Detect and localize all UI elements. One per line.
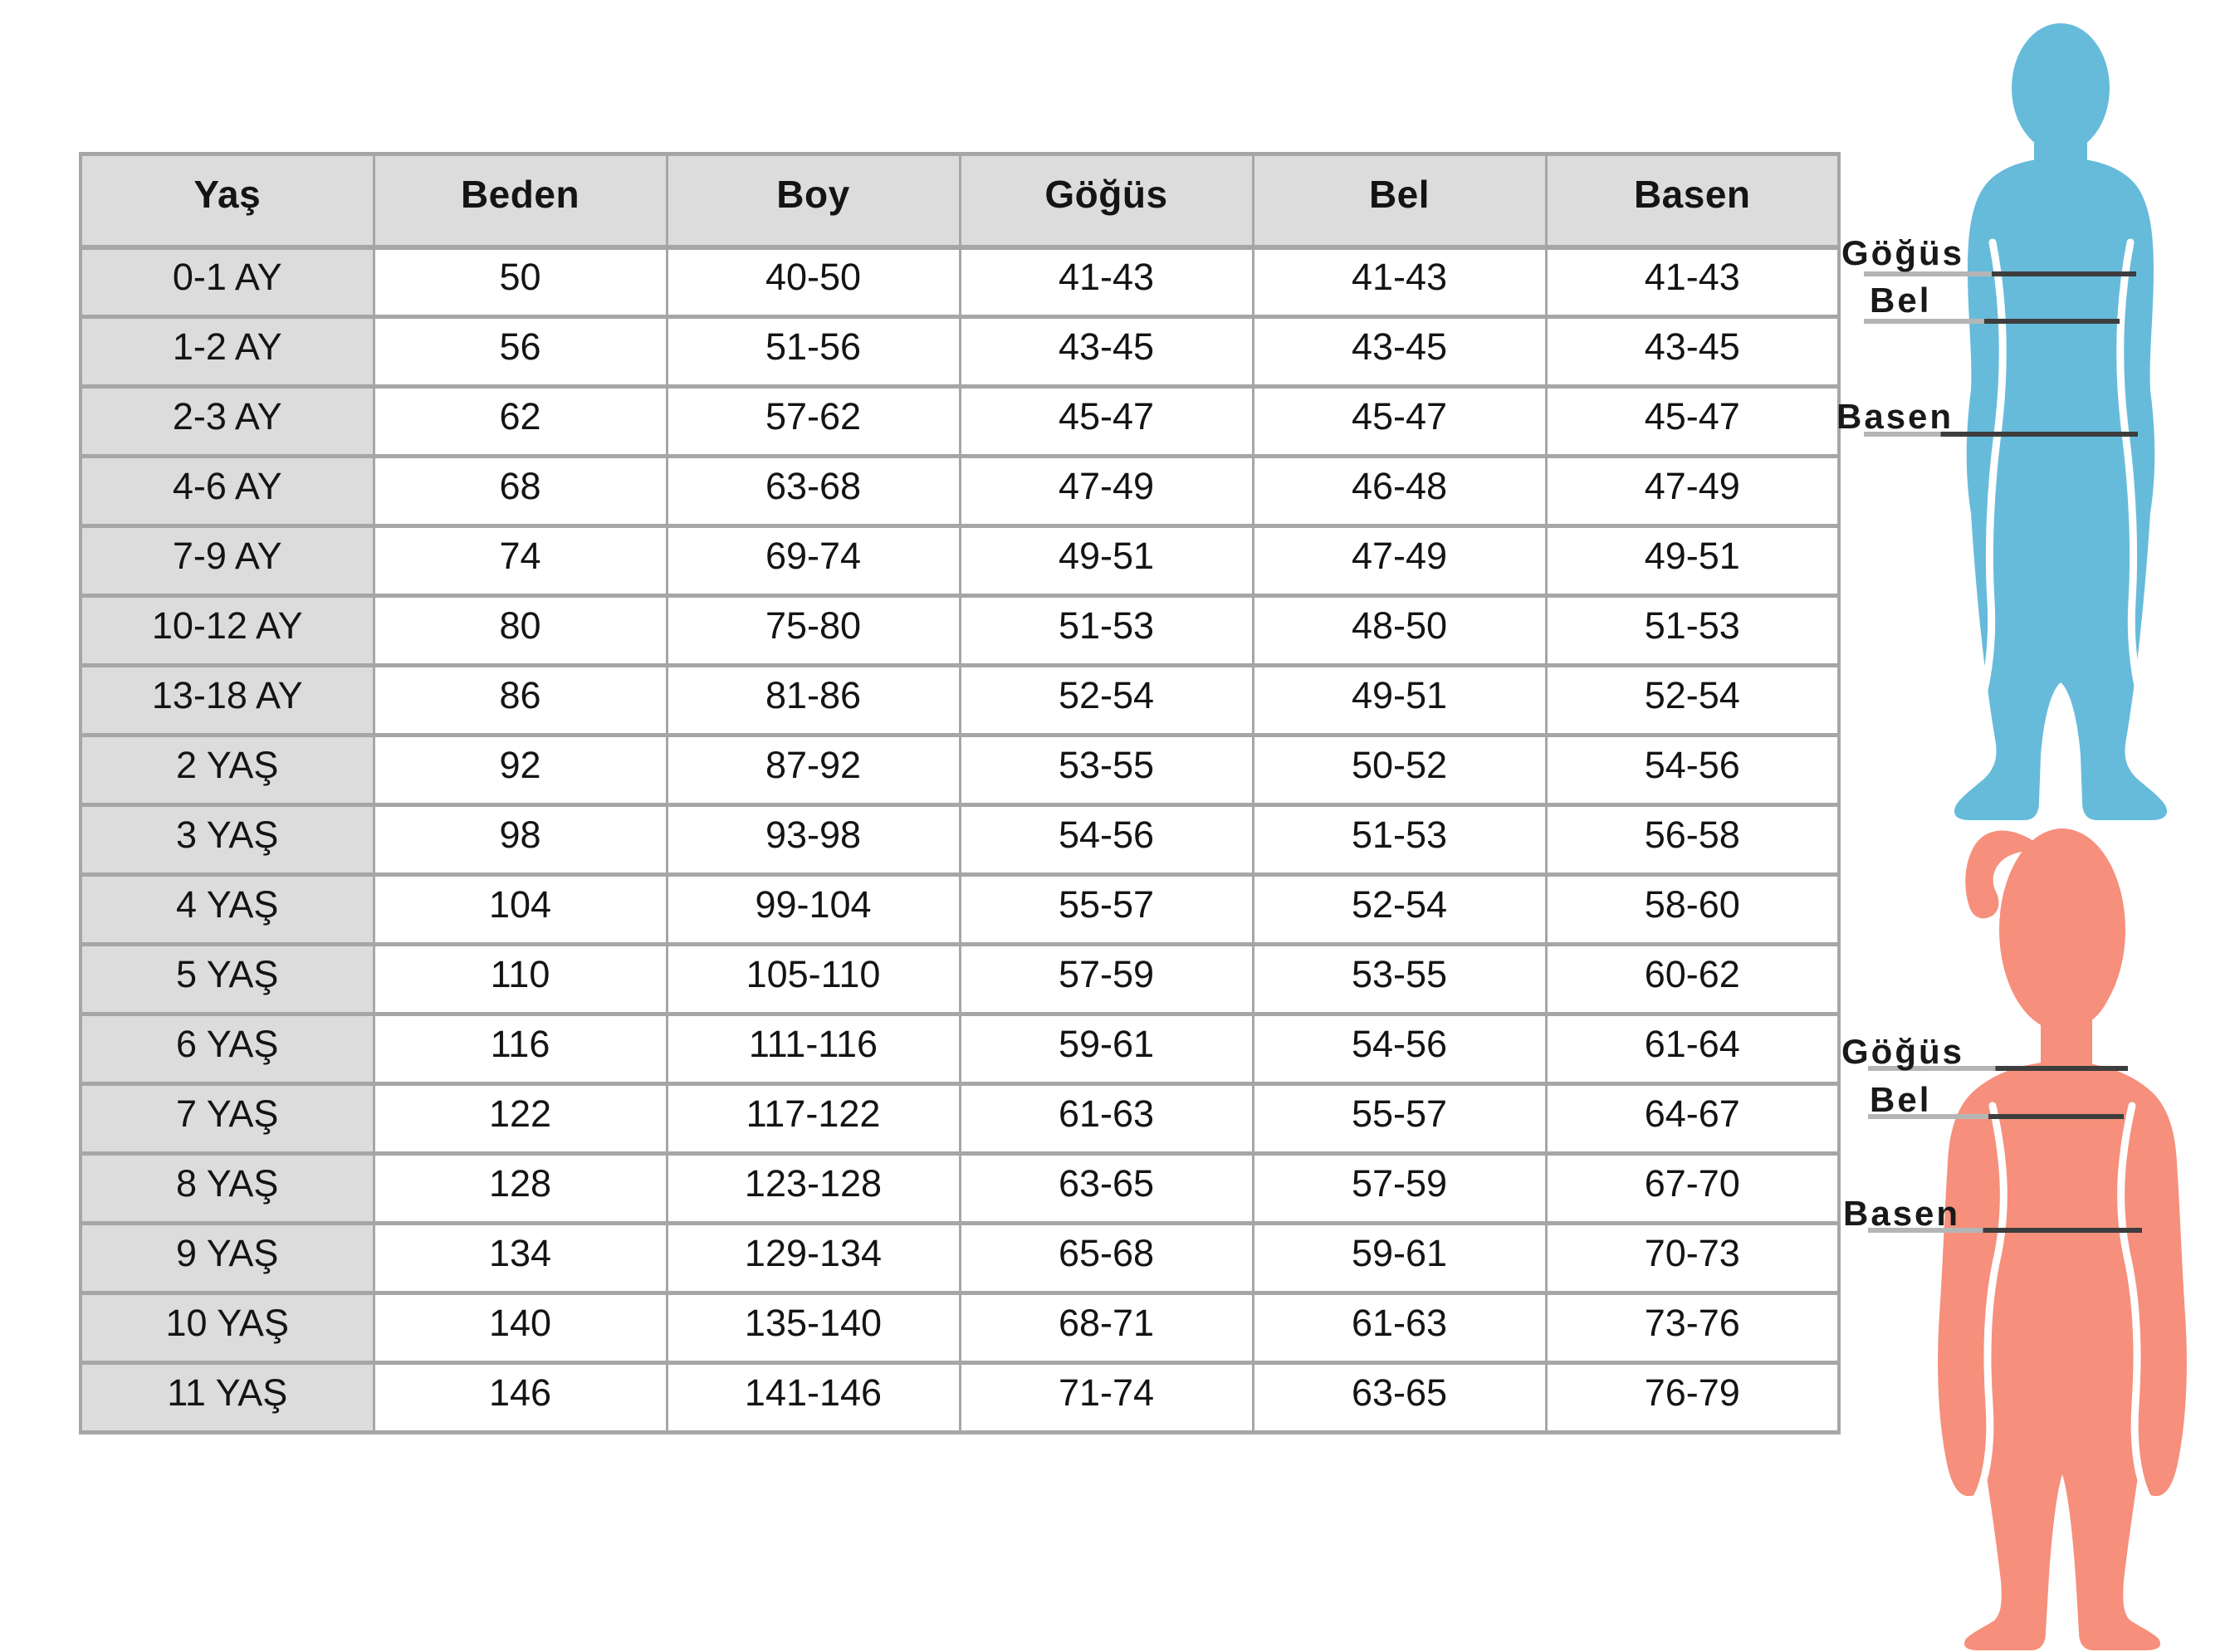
value-cell: 93-98	[667, 805, 960, 875]
value-cell: 40-50	[667, 247, 960, 317]
value-cell: 49-51	[1253, 666, 1546, 736]
value-cell: 117-122	[667, 1084, 960, 1154]
value-cell: 75-80	[667, 596, 960, 666]
value-cell: 43-45	[1546, 317, 1839, 387]
value-cell: 49-51	[1546, 526, 1839, 596]
age-cell: 4-6 AY	[81, 457, 374, 526]
value-cell: 51-53	[1546, 596, 1839, 666]
value-cell: 52-54	[1546, 666, 1839, 736]
value-cell: 86	[374, 666, 667, 736]
age-cell: 7 YAŞ	[81, 1084, 374, 1154]
value-cell: 51-53	[960, 596, 1253, 666]
age-cell: 8 YAŞ	[81, 1154, 374, 1224]
table-row	[81, 1363, 1839, 1433]
table-row	[81, 1293, 1839, 1363]
age-cell: 2-3 AY	[81, 387, 374, 457]
column-header: Bel	[1253, 154, 1546, 247]
column-header: Basen	[1546, 154, 1839, 247]
age-cell: 2 YAŞ	[81, 736, 374, 805]
value-cell: 105-110	[667, 945, 960, 1014]
value-cell: 134	[374, 1224, 667, 1293]
value-cell: 43-45	[960, 317, 1253, 387]
value-cell: 54-56	[960, 805, 1253, 875]
table-row	[81, 1014, 1839, 1084]
value-cell: 57-59	[960, 945, 1253, 1014]
value-cell: 50-52	[1253, 736, 1546, 805]
value-cell: 69-74	[667, 526, 960, 596]
value-cell: 57-62	[667, 387, 960, 457]
value-cell: 47-49	[960, 457, 1253, 526]
boy-waist-label: Bel	[1870, 281, 1932, 320]
age-cell: 10-12 AY	[81, 596, 374, 666]
value-cell: 56	[374, 317, 667, 387]
value-cell: 61-64	[1546, 1014, 1839, 1084]
boy-chest-label: Göğüs	[1841, 233, 1964, 272]
boy-body	[1954, 158, 2167, 820]
value-cell: 55-57	[1253, 1084, 1546, 1154]
value-cell: 65-68	[960, 1224, 1253, 1293]
value-cell: 87-92	[667, 736, 960, 805]
age-cell: 11 YAŞ	[81, 1363, 374, 1433]
girl-silhouette	[1923, 824, 2205, 1652]
age-cell: 5 YAŞ	[81, 945, 374, 1014]
value-cell: 47-49	[1253, 526, 1546, 596]
value-cell: 45-47	[960, 387, 1253, 457]
value-cell: 141-146	[667, 1363, 960, 1433]
age-cell: 4 YAŞ	[81, 875, 374, 945]
value-cell: 63-65	[1253, 1363, 1546, 1433]
value-cell: 41-43	[1546, 247, 1839, 317]
value-cell: 51-53	[1253, 805, 1546, 875]
table-body	[81, 247, 1839, 1433]
value-cell: 62	[374, 387, 667, 457]
age-cell: 10 YAŞ	[81, 1293, 374, 1363]
value-cell: 63-68	[667, 457, 960, 526]
value-cell: 41-43	[960, 247, 1253, 317]
value-cell: 45-47	[1546, 387, 1839, 457]
value-cell: 71-74	[960, 1363, 1253, 1433]
value-cell: 41-43	[1253, 247, 1546, 317]
column-header: Beden	[374, 154, 667, 247]
value-cell: 52-54	[1253, 875, 1546, 945]
value-cell: 128	[374, 1154, 667, 1224]
table-row	[81, 387, 1839, 457]
header-row	[81, 154, 1839, 247]
value-cell: 123-128	[667, 1154, 960, 1224]
age-cell: 0-1 AY	[81, 247, 374, 317]
value-cell: 73-76	[1546, 1293, 1839, 1363]
value-cell: 46-48	[1253, 457, 1546, 526]
value-cell: 59-61	[960, 1014, 1253, 1084]
age-cell: 13-18 AY	[81, 666, 374, 736]
value-cell: 129-134	[667, 1224, 960, 1293]
value-cell: 52-54	[960, 666, 1253, 736]
value-cell: 58-60	[1546, 875, 1839, 945]
column-header: Boy	[667, 154, 960, 247]
value-cell: 81-86	[667, 666, 960, 736]
column-header: Yaş	[81, 154, 374, 247]
value-cell: 45-47	[1253, 387, 1546, 457]
value-cell: 54-56	[1253, 1014, 1546, 1084]
value-cell: 92	[374, 736, 667, 805]
table-row	[81, 1084, 1839, 1154]
value-cell: 68-71	[960, 1293, 1253, 1363]
value-cell: 68	[374, 457, 667, 526]
value-cell: 146	[374, 1363, 667, 1433]
age-cell: 6 YAŞ	[81, 1014, 374, 1084]
table-row	[81, 596, 1839, 666]
table-row	[81, 736, 1839, 805]
value-cell: 54-56	[1546, 736, 1839, 805]
value-cell: 67-70	[1546, 1154, 1839, 1224]
boy-silhouette	[1928, 20, 2195, 824]
value-cell: 53-55	[960, 736, 1253, 805]
value-cell: 104	[374, 875, 667, 945]
value-cell: 59-61	[1253, 1224, 1546, 1293]
value-cell: 122	[374, 1084, 667, 1154]
value-cell: 60-62	[1546, 945, 1839, 1014]
value-cell: 80	[374, 596, 667, 666]
table-row	[81, 1224, 1839, 1293]
girl-body	[1938, 1061, 2187, 1650]
age-cell: 9 YAŞ	[81, 1224, 374, 1293]
value-cell: 63-65	[960, 1154, 1253, 1224]
value-cell: 111-116	[667, 1014, 960, 1084]
value-cell: 49-51	[960, 526, 1253, 596]
value-cell: 56-58	[1546, 805, 1839, 875]
age-cell: 7-9 AY	[81, 526, 374, 596]
value-cell: 53-55	[1253, 945, 1546, 1014]
value-cell: 61-63	[1253, 1293, 1546, 1363]
value-cell: 135-140	[667, 1293, 960, 1363]
value-cell: 43-45	[1253, 317, 1546, 387]
table-row	[81, 457, 1839, 526]
table-row	[81, 875, 1839, 945]
value-cell: 55-57	[960, 875, 1253, 945]
value-cell: 74	[374, 526, 667, 596]
value-cell: 110	[374, 945, 667, 1014]
age-cell: 1-2 AY	[81, 317, 374, 387]
value-cell: 50	[374, 247, 667, 317]
age-cell: 3 YAŞ	[81, 805, 374, 875]
value-cell: 76-79	[1546, 1363, 1839, 1433]
value-cell: 57-59	[1253, 1154, 1546, 1224]
girl-hip-label: Basen	[1843, 1194, 1961, 1233]
value-cell: 99-104	[667, 875, 960, 945]
column-header: Göğüs	[960, 154, 1253, 247]
value-cell: 70-73	[1546, 1224, 1839, 1293]
table-row	[81, 666, 1839, 736]
table-row	[81, 805, 1839, 875]
table-row	[81, 317, 1839, 387]
boy-hip-label: Basen	[1836, 397, 1954, 436]
girl-waist-label: Bel	[1870, 1080, 1932, 1119]
value-cell: 47-49	[1546, 457, 1839, 526]
value-cell: 48-50	[1253, 596, 1546, 666]
size-table	[79, 152, 1841, 1435]
girl-chest-label: Göğüs	[1841, 1032, 1964, 1071]
value-cell: 51-56	[667, 317, 960, 387]
value-cell: 98	[374, 805, 667, 875]
table-row	[81, 526, 1839, 596]
table-row	[81, 945, 1839, 1014]
value-cell: 61-63	[960, 1084, 1253, 1154]
table-row	[81, 1154, 1839, 1224]
table-row	[81, 247, 1839, 317]
value-cell: 140	[374, 1293, 667, 1363]
value-cell: 116	[374, 1014, 667, 1084]
value-cell: 64-67	[1546, 1084, 1839, 1154]
